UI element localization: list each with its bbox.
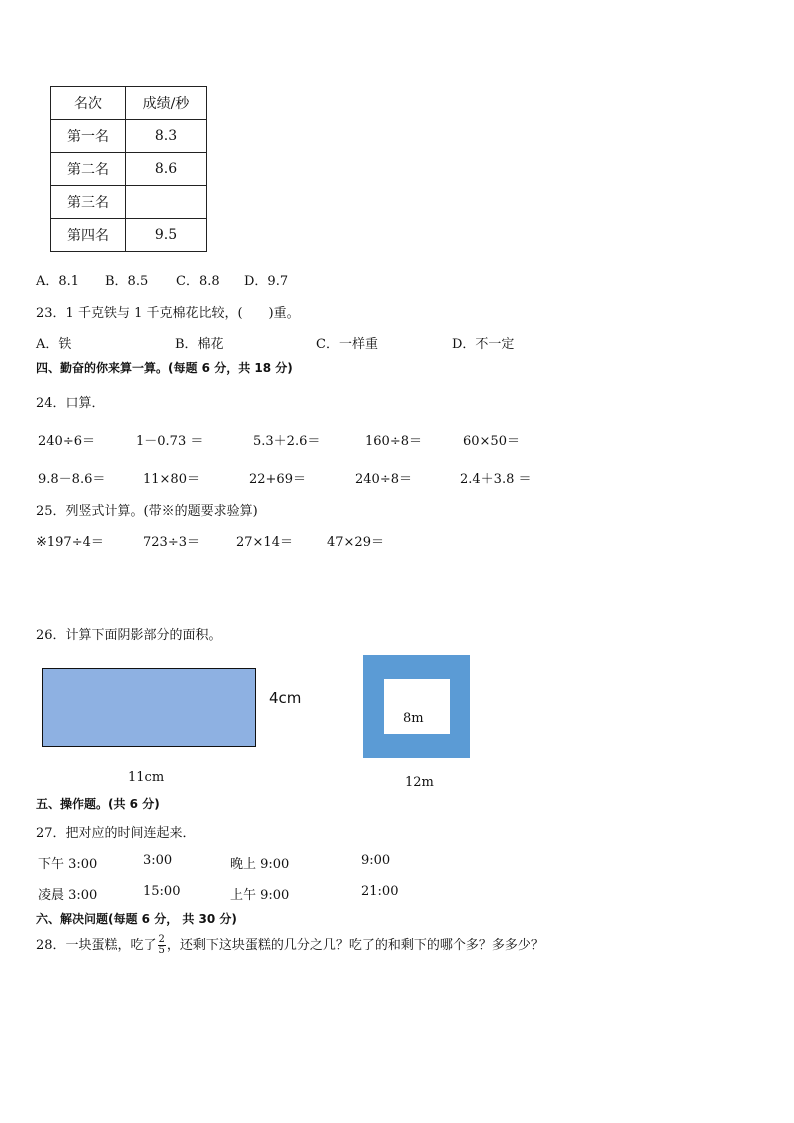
score-cell xyxy=(126,186,207,219)
rank-cell: 第四名 xyxy=(51,219,126,252)
q22-option-b: B．8.5 xyxy=(105,274,149,289)
rank-cell: 第三名 xyxy=(51,186,126,219)
rect-height-label: 4cm xyxy=(269,689,302,707)
q23-option-c: C．一样重 xyxy=(316,337,378,352)
q22-option-a: A．8.1 xyxy=(36,274,80,289)
score-cell: 8.3 xyxy=(126,120,207,153)
q25-item: ※197÷4＝ xyxy=(36,535,104,550)
table-row xyxy=(51,153,207,186)
fraction-numerator: 2 xyxy=(158,934,165,945)
score-cell: 9.5 xyxy=(126,219,207,252)
section-4-heading: 四、勤奋的你来算一算。(每题 6 分，共 18 分) xyxy=(36,361,293,375)
q27-stem: 27．把对应的时间连起来． xyxy=(36,826,196,841)
q25-stem: 25．列竖式计算。(带※的题要求验算) xyxy=(36,504,258,519)
q27-r2-item: 21:00 xyxy=(361,884,399,899)
q27-r2-item: 上午 9:00 xyxy=(230,888,290,903)
q26-stem: 26．计算下面阴影部分的面积。 xyxy=(36,628,222,643)
q24-r1-item: 160÷8＝ xyxy=(365,434,422,449)
q28-question xyxy=(36,934,544,956)
rect-width-label: 11cm xyxy=(128,770,165,785)
inner-square-label: 8m xyxy=(403,711,424,726)
q23-option-b: B．棉花 xyxy=(175,337,224,352)
q24-r2-item: 2.4＋3.8 ＝ xyxy=(460,472,532,487)
q24-r1-item: 240÷6＝ xyxy=(38,434,95,449)
q22-option-d: D．9.7 xyxy=(244,274,289,289)
q24-r1-item: 5.3＋2.6＝ xyxy=(253,434,321,449)
q24-r2-item: 22+69＝ xyxy=(249,472,306,487)
outer-square-label: 12m xyxy=(405,775,434,790)
q27-r2-item: 15:00 xyxy=(143,884,181,899)
fraction xyxy=(158,935,166,956)
section-5-heading: 五、操作题。(共 6 分) xyxy=(36,797,160,811)
q27-r2-item: 凌晨 3:00 xyxy=(38,888,98,903)
q22-option-c: C．8.8 xyxy=(176,274,220,289)
q24-r1-item: 60×50＝ xyxy=(463,434,520,449)
q24-r2-item: 9.8－8.6＝ xyxy=(38,472,106,487)
header-rank: 名次 xyxy=(51,87,126,120)
section-6-heading: 六、解决问题(每题 6 分， 共 30 分) xyxy=(36,912,237,926)
rank-cell: 第二名 xyxy=(51,153,126,186)
q25-item: 723÷3＝ xyxy=(143,535,200,550)
q24-stem: 24．口算． xyxy=(36,396,105,411)
q24-r1-item: 1－0.73 ＝ xyxy=(136,434,204,449)
q23-option-a: A．铁 xyxy=(36,337,72,352)
table-row xyxy=(51,186,207,219)
header-score: 成绩/秒 xyxy=(126,87,207,120)
q25-item: 27×14＝ xyxy=(236,535,293,550)
q27-r1-item: 晚上 9:00 xyxy=(230,857,290,872)
q23-option-d: D．不一定 xyxy=(452,337,515,352)
q27-r1-item: 3:00 xyxy=(143,853,173,868)
score-cell: 8.6 xyxy=(126,153,207,186)
q24-r2-item: 11×80＝ xyxy=(143,472,200,487)
table-row xyxy=(51,219,207,252)
shaded-rectangle xyxy=(42,668,256,747)
q23-stem: 23．1 千克铁与 1 千克棉花比较，( )重。 xyxy=(36,306,300,321)
q28-text-after: ，还剩下这块蛋糕的几分之几？吃了的和剩下的哪个多？多多少？ xyxy=(166,938,544,953)
q28-text-before: 28．一块蛋糕，吃了 xyxy=(36,938,157,953)
fraction-denominator: 5 xyxy=(158,945,165,956)
table-header-row xyxy=(51,87,207,120)
table-row xyxy=(51,120,207,153)
rank-cell: 第一名 xyxy=(51,120,126,153)
q25-item: 47×29＝ xyxy=(327,535,384,550)
q27-r1-item: 9:00 xyxy=(361,853,391,868)
q24-r2-item: 240÷8＝ xyxy=(355,472,412,487)
q27-r1-item: 下午 3:00 xyxy=(38,857,98,872)
rank-table xyxy=(50,86,207,252)
